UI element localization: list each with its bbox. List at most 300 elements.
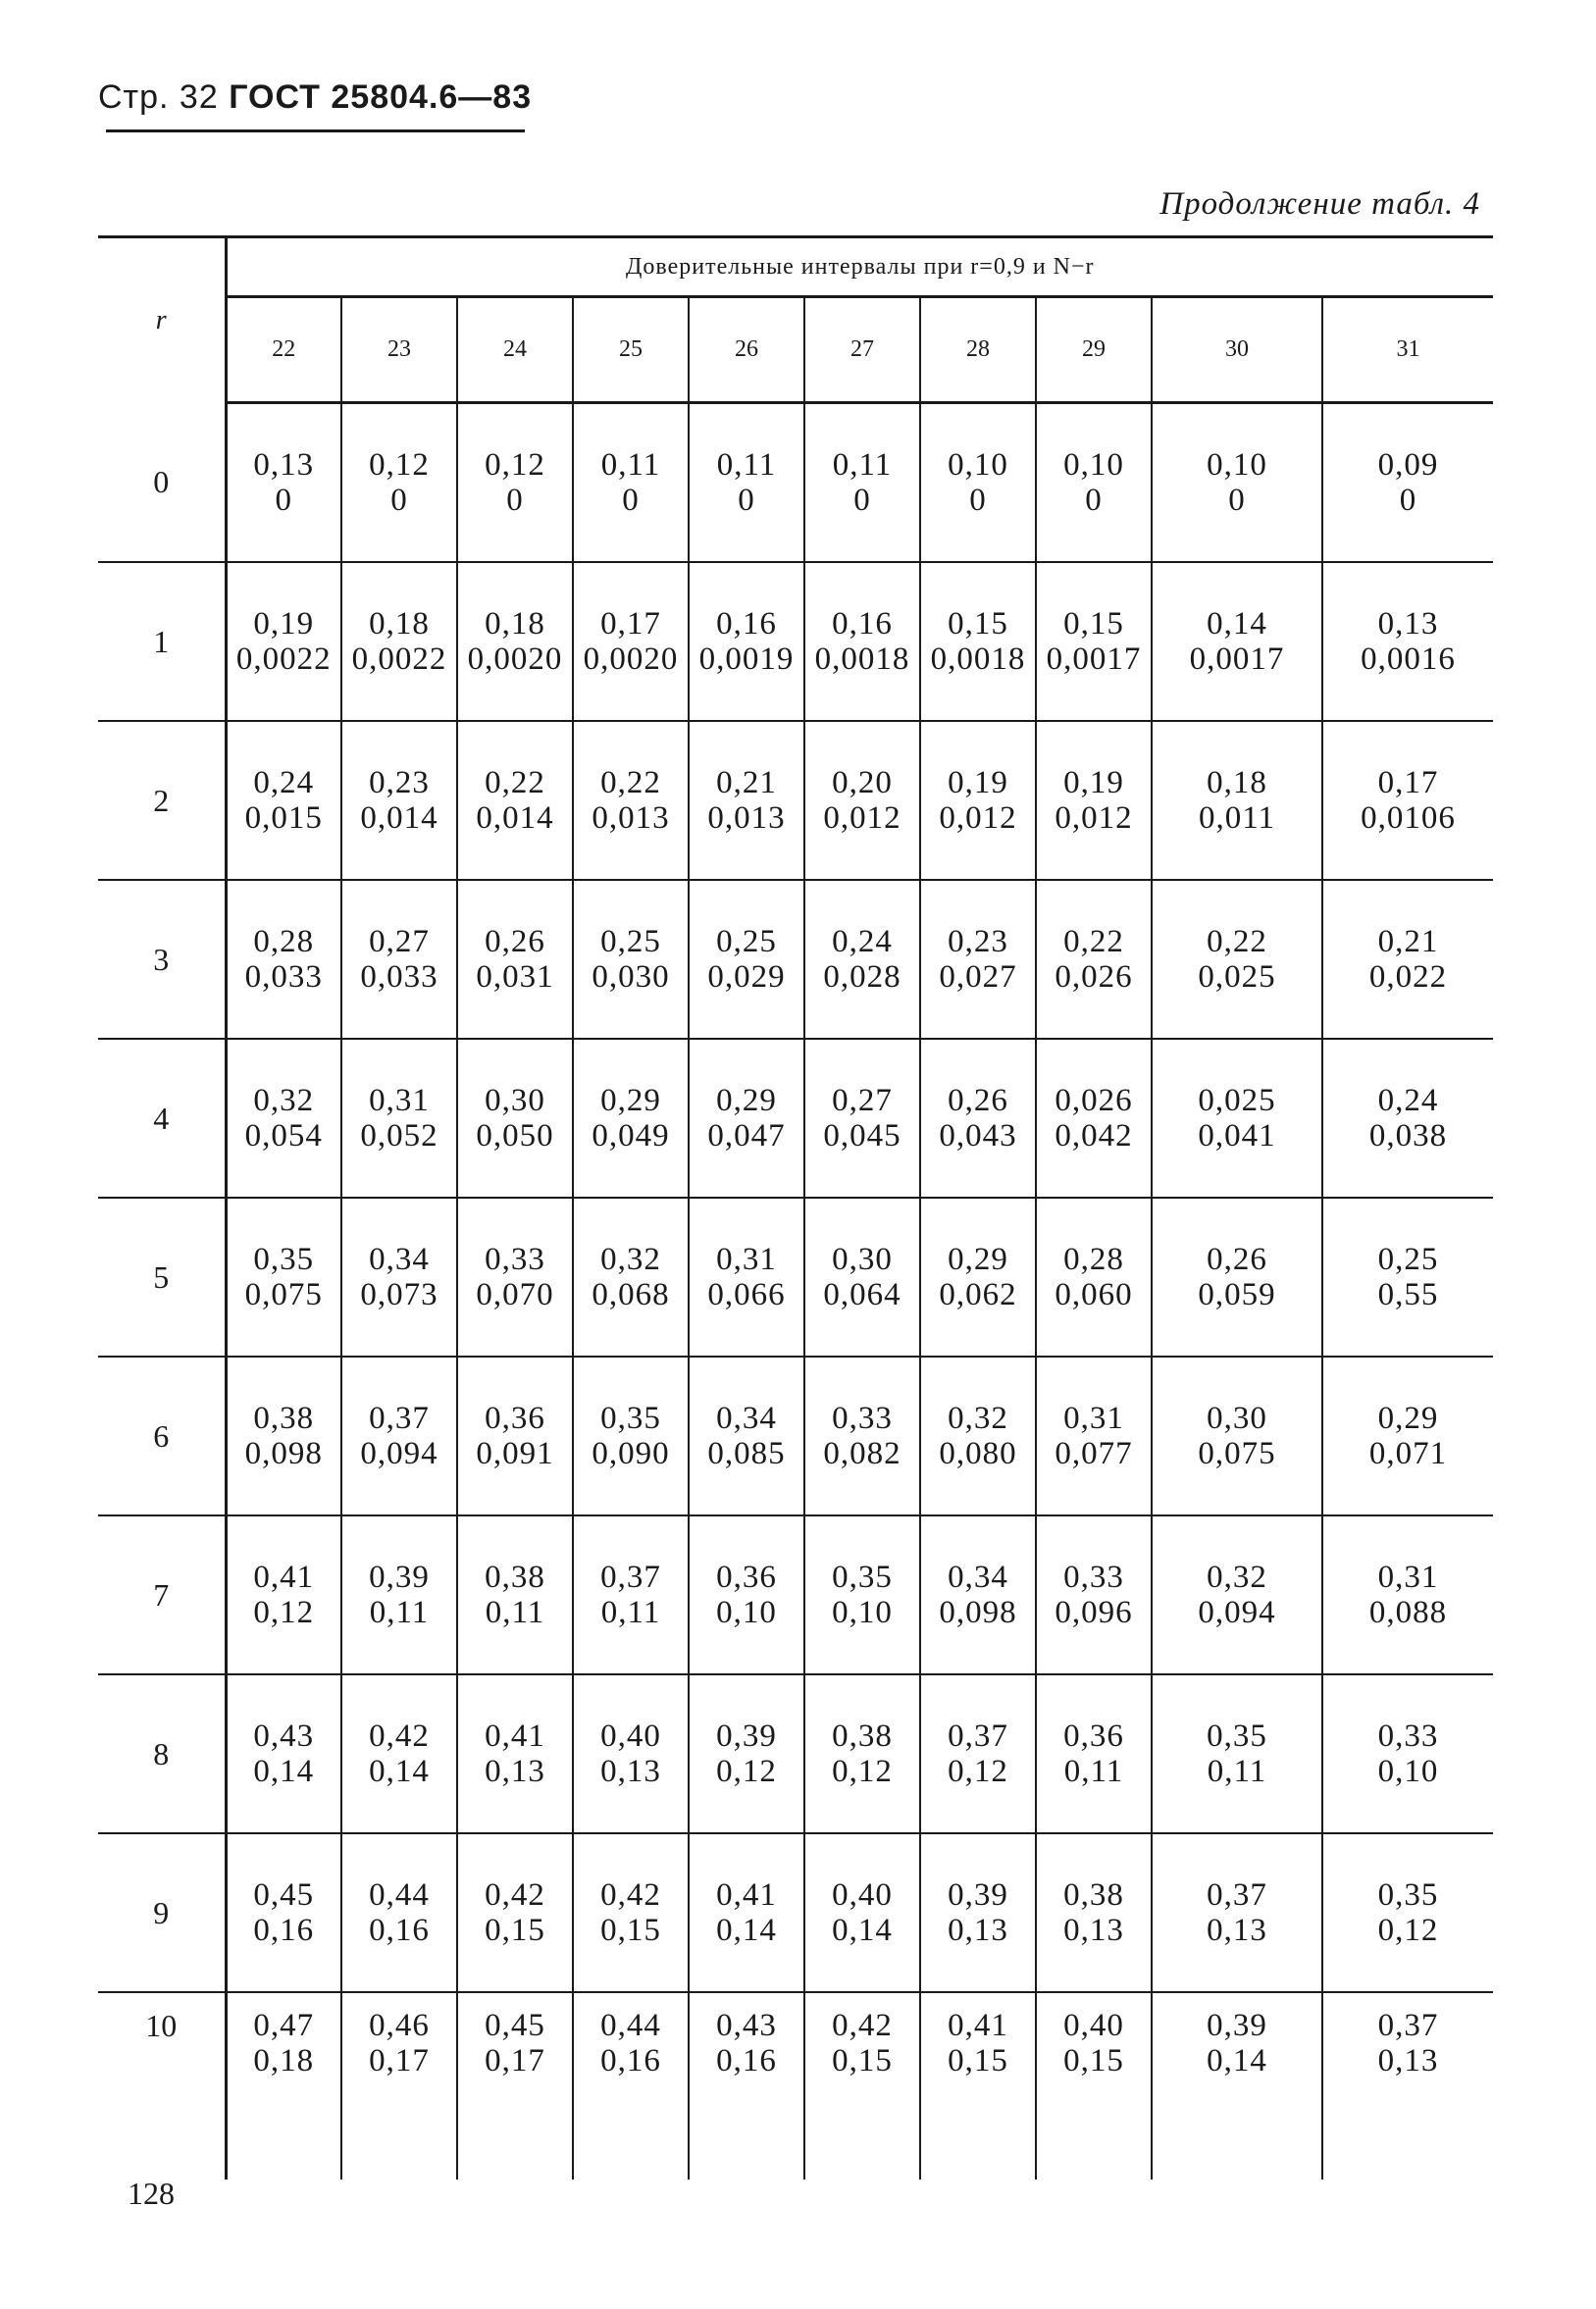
interval-upper: 0,35 [832, 1560, 893, 1595]
row-label-r: 10 [98, 1992, 226, 2180]
table-cell [1322, 1039, 1493, 1198]
interval-upper: 0,29 [948, 1242, 1008, 1277]
table-cell [226, 1515, 341, 1674]
table-cell [920, 1515, 1036, 1674]
interval-upper: 0,34 [369, 1242, 430, 1277]
row-label-r: 8 [98, 1674, 226, 1833]
table-cell [689, 1515, 804, 1674]
table-cell [920, 403, 1036, 563]
interval-upper: 0,31 [1063, 1401, 1124, 1436]
interval-lower: 0,066 [707, 1277, 786, 1312]
table-row [98, 1039, 1493, 1198]
interval-upper: 0,42 [600, 1877, 661, 1913]
table-cell [341, 1674, 457, 1833]
interval-lower: 0,14 [1207, 2043, 1267, 2078]
row-label-r: 9 [98, 1833, 226, 1992]
interval-upper: 0,36 [1063, 1719, 1124, 1754]
interval-upper: 0,22 [600, 765, 661, 800]
table-cell [1152, 1357, 1322, 1515]
interval-upper: 0,32 [600, 1242, 661, 1277]
interval-lower: 0,075 [244, 1277, 323, 1312]
interval-lower: 0,15 [1063, 2043, 1124, 2078]
interval-upper: 0,21 [716, 765, 777, 800]
table-cell [1036, 1198, 1152, 1357]
table-cell [1322, 1515, 1493, 1674]
interval-lower: 0,085 [707, 1436, 786, 1471]
table-cell [920, 562, 1036, 721]
interval-lower: 0,15 [832, 2043, 893, 2078]
interval-upper: 0,44 [600, 2008, 661, 2043]
interval-upper: 0,41 [253, 1560, 315, 1595]
interval-upper: 0,19 [948, 765, 1008, 800]
interval-lower: 0,11 [485, 1595, 545, 1630]
table-cell [689, 721, 804, 880]
table-cell [1152, 1833, 1322, 1992]
table-cell [1152, 721, 1322, 880]
interval-lower: 0,042 [1055, 1118, 1133, 1154]
table-cell [1152, 1515, 1322, 1674]
table-cell [920, 1674, 1036, 1833]
interval-lower: 0,033 [244, 959, 323, 995]
row-label-r: 1 [98, 562, 226, 721]
interval-lower: 0,0022 [351, 641, 447, 677]
interval-lower: 0,038 [1368, 1118, 1448, 1154]
interval-lower: 0,031 [476, 959, 554, 995]
interval-upper: 0,22 [485, 765, 545, 800]
table-cell [573, 1992, 689, 2180]
interval-upper: 0,19 [253, 606, 315, 641]
row-label-r: 2 [98, 721, 226, 880]
table-cell [573, 562, 689, 721]
interval-upper: 0,23 [948, 924, 1008, 959]
interval-upper: 0,40 [1063, 2008, 1124, 2043]
table-cell [457, 1039, 573, 1198]
row-label-r: 0 [98, 403, 226, 563]
table-cell [341, 1198, 457, 1357]
interval-lower: 0,026 [1055, 959, 1133, 995]
interval-lower: 0,18 [253, 2043, 315, 2078]
interval-lower: 0,11 [369, 1595, 430, 1630]
interval-lower: 0,0016 [1361, 641, 1456, 677]
interval-upper: 0,22 [1207, 924, 1267, 959]
interval-upper: 0,28 [1063, 1242, 1124, 1277]
table-row [98, 1833, 1493, 1992]
interval-lower: 0,014 [360, 800, 438, 836]
table-cell [1322, 1992, 1493, 2180]
interval-upper: 0,40 [600, 1719, 661, 1754]
table-cell [920, 1198, 1036, 1357]
interval-lower: 0,16 [253, 1913, 315, 1948]
table-cell [804, 1992, 920, 2180]
interval-lower: 0 [1399, 483, 1417, 518]
interval-lower: 0,16 [600, 2043, 661, 2078]
interval-lower: 0,17 [485, 2043, 545, 2078]
interval-lower: 0,14 [832, 1913, 893, 1948]
interval-lower: 0,10 [716, 1595, 777, 1630]
interval-upper: 0,37 [948, 1719, 1008, 1754]
interval-upper: 0,37 [369, 1401, 430, 1436]
table-cell [1036, 721, 1152, 880]
interval-upper: 0,46 [369, 2008, 430, 2043]
interval-lower: 0,013 [707, 800, 786, 836]
interval-lower: 0,043 [939, 1118, 1017, 1154]
interval-upper: 0,10 [1207, 447, 1267, 483]
table-cell [573, 721, 689, 880]
interval-lower: 0 [738, 483, 755, 518]
interval-upper: 0,15 [948, 606, 1008, 641]
table-cell [1322, 880, 1493, 1039]
table-cell [341, 880, 457, 1039]
interval-upper: 0,33 [1063, 1560, 1124, 1595]
interval-upper: 0,45 [485, 2008, 545, 2043]
table-row [98, 880, 1493, 1039]
interval-lower: 0,15 [485, 1913, 545, 1948]
table-cell [804, 1357, 920, 1515]
table-cell [1152, 403, 1322, 563]
table-cell [804, 403, 920, 563]
interval-upper: 0,15 [1063, 606, 1124, 641]
interval-upper: 0,40 [832, 1877, 893, 1913]
interval-upper: 0,43 [716, 2008, 777, 2043]
table-cell [804, 1674, 920, 1833]
table-cell [1152, 1198, 1322, 1357]
interval-upper: 0,35 [1377, 1877, 1439, 1913]
page-number: 128 [128, 2176, 175, 2211]
table-cell [457, 1515, 573, 1674]
table-cell [1036, 1039, 1152, 1198]
interval-lower: 0,028 [823, 959, 901, 995]
interval-upper: 0,35 [600, 1401, 661, 1436]
interval-lower: 0,12 [832, 1754, 893, 1789]
interval-upper: 0,026 [1055, 1083, 1133, 1118]
interval-upper: 0,18 [1207, 765, 1267, 800]
table-cell [457, 1198, 573, 1357]
table-cell [1152, 562, 1322, 721]
interval-upper: 0,38 [1063, 1877, 1124, 1913]
interval-lower: 0,045 [823, 1118, 901, 1154]
interval-lower: 0,0017 [1189, 641, 1285, 677]
table-cell [804, 880, 920, 1039]
interval-upper: 0,18 [369, 606, 430, 641]
table-row [98, 403, 1493, 563]
interval-lower: 0,094 [360, 1436, 438, 1471]
table-cell [1322, 721, 1493, 880]
interval-upper: 0,17 [600, 606, 661, 641]
interval-upper: 0,38 [253, 1401, 315, 1436]
table-cell [226, 880, 341, 1039]
interval-upper: 0,24 [1377, 1083, 1439, 1118]
table-cell [341, 562, 457, 721]
interval-lower: 0,0020 [467, 641, 563, 677]
table-cell [1036, 1992, 1152, 2180]
table-cell [920, 721, 1036, 880]
interval-lower: 0,041 [1198, 1118, 1276, 1154]
interval-upper: 0,41 [948, 2008, 1008, 2043]
table-row [98, 562, 1493, 721]
interval-lower: 0,11 [1063, 1754, 1124, 1789]
interval-lower: 0,071 [1368, 1436, 1448, 1471]
column-header-row [98, 297, 1493, 403]
table-cell [573, 1357, 689, 1515]
table-cell [573, 880, 689, 1039]
table-cell [457, 1833, 573, 1992]
interval-upper: 0,29 [1377, 1401, 1439, 1436]
table-cell [1036, 562, 1152, 721]
interval-upper: 0,10 [1063, 447, 1124, 483]
interval-lower: 0,16 [369, 1913, 430, 1948]
interval-upper: 0,29 [716, 1083, 777, 1118]
interval-lower: 0 [622, 483, 640, 518]
table-cell [1036, 1833, 1152, 1992]
table-cell [457, 1357, 573, 1515]
interval-upper: 0,39 [369, 1560, 430, 1595]
interval-lower: 0,14 [253, 1754, 315, 1789]
table-cell [689, 880, 804, 1039]
interval-lower: 0,13 [948, 1913, 1008, 1948]
group-header: Доверительные интервалы при r=0,9 и N−r [226, 237, 1493, 297]
table-cell [804, 1039, 920, 1198]
interval-upper: 0,16 [832, 606, 893, 641]
table-cell [457, 562, 573, 721]
interval-upper: 0,16 [716, 606, 777, 641]
interval-lower: 0,025 [1198, 959, 1276, 995]
column-header: 29 [1036, 297, 1152, 403]
column-header: 24 [457, 297, 573, 403]
table-cell [573, 1674, 689, 1833]
interval-lower: 0,14 [716, 1913, 777, 1948]
interval-upper: 0,31 [369, 1083, 430, 1118]
table-cell [804, 1833, 920, 1992]
row-header-r: r [98, 237, 226, 403]
interval-upper: 0,38 [485, 1560, 545, 1595]
interval-upper: 0,39 [948, 1877, 1008, 1913]
table-cell [689, 562, 804, 721]
interval-upper: 0,32 [253, 1083, 315, 1118]
column-header: 30 [1152, 297, 1322, 403]
interval-lower: 0,064 [823, 1277, 901, 1312]
interval-upper: 0,41 [485, 1719, 545, 1754]
table-cell [920, 1357, 1036, 1515]
interval-lower: 0,0018 [814, 641, 910, 677]
table-cell [689, 1674, 804, 1833]
interval-upper: 0,33 [832, 1401, 893, 1436]
interval-upper: 0,20 [832, 765, 893, 800]
interval-lower: 0,082 [823, 1436, 901, 1471]
column-header: 26 [689, 297, 804, 403]
table-body [98, 403, 1493, 2181]
interval-upper: 0,28 [253, 924, 315, 959]
interval-upper: 0,25 [600, 924, 661, 959]
table-continuation-label: Продолжение табл. 4 [1159, 186, 1480, 222]
interval-upper: 0,43 [253, 1719, 315, 1754]
interval-lower: 0,13 [1063, 1913, 1124, 1948]
table-cell [341, 1992, 457, 2180]
interval-lower: 0,027 [939, 959, 1017, 995]
interval-lower: 0,094 [1198, 1595, 1276, 1630]
interval-lower: 0,012 [1055, 800, 1133, 836]
interval-upper: 0,24 [253, 765, 315, 800]
interval-upper: 0,39 [1207, 2008, 1267, 2043]
interval-lower: 0,15 [948, 2043, 1008, 2078]
table-row [98, 1674, 1493, 1833]
interval-lower: 0,14 [369, 1754, 430, 1789]
interval-lower: 0 [969, 483, 987, 518]
interval-lower: 0,062 [939, 1277, 1017, 1312]
table-row [98, 1198, 1493, 1357]
row-label-r: 7 [98, 1515, 226, 1674]
interval-lower: 0,098 [939, 1595, 1017, 1630]
interval-lower: 0 [506, 483, 524, 518]
table [98, 235, 1493, 2180]
column-header: 22 [226, 297, 341, 403]
interval-lower: 0,022 [1368, 959, 1448, 995]
table-cell [1322, 562, 1493, 721]
table-cell [457, 1674, 573, 1833]
interval-lower: 0,014 [476, 800, 554, 836]
interval-lower: 0,047 [707, 1118, 786, 1154]
table-cell [689, 1992, 804, 2180]
table-cell [1152, 1674, 1322, 1833]
table-cell [920, 880, 1036, 1039]
table-cell [226, 1357, 341, 1515]
interval-lower: 0,015 [244, 800, 323, 836]
table-cell [804, 721, 920, 880]
interval-upper: 0,25 [1377, 1242, 1439, 1277]
interval-upper: 0,30 [485, 1083, 545, 1118]
interval-lower: 0,068 [592, 1277, 670, 1312]
table-cell [573, 1515, 689, 1674]
interval-lower: 0,17 [369, 2043, 430, 2078]
interval-lower: 0,13 [1207, 1913, 1267, 1948]
table-cell [341, 1039, 457, 1198]
interval-lower: 0,12 [716, 1754, 777, 1789]
table-cell [920, 1833, 1036, 1992]
table-cell [226, 1039, 341, 1198]
table-cell [1322, 1833, 1493, 1992]
interval-upper: 0,39 [716, 1719, 777, 1754]
row-label-r: 3 [98, 880, 226, 1039]
interval-upper: 0,26 [1207, 1242, 1267, 1277]
interval-upper: 0,29 [600, 1083, 661, 1118]
interval-upper: 0,35 [1207, 1719, 1267, 1754]
interval-lower: 0,0018 [930, 641, 1026, 677]
interval-lower: 0,11 [1207, 1754, 1267, 1789]
interval-upper: 0,45 [253, 1877, 315, 1913]
interval-lower: 0,077 [1055, 1436, 1133, 1471]
interval-lower: 0,0019 [698, 641, 795, 677]
interval-upper: 0,42 [832, 2008, 893, 2043]
interval-lower: 0 [853, 483, 871, 518]
interval-upper: 0,19 [1063, 765, 1124, 800]
interval-upper: 0,37 [1377, 2008, 1439, 2043]
interval-lower: 0,13 [600, 1754, 661, 1789]
table-cell [1322, 403, 1493, 563]
interval-upper: 0,26 [948, 1083, 1008, 1118]
interval-upper: 0,36 [716, 1560, 777, 1595]
table-cell [1036, 403, 1152, 563]
table-cell [226, 403, 341, 563]
column-header: 28 [920, 297, 1036, 403]
interval-upper: 0,11 [832, 447, 893, 483]
table-cell [457, 1992, 573, 2180]
interval-lower: 0,088 [1368, 1595, 1448, 1630]
table-cell [1322, 1674, 1493, 1833]
table-cell [341, 403, 457, 563]
page-header [98, 78, 532, 117]
interval-upper: 0,13 [1377, 606, 1439, 641]
row-label-r: 5 [98, 1198, 226, 1357]
table-cell [920, 1992, 1036, 2180]
table-cell [226, 1833, 341, 1992]
interval-upper: 0,37 [1207, 1877, 1267, 1913]
interval-upper: 0,17 [1377, 765, 1439, 800]
interval-upper: 0,41 [716, 1877, 777, 1913]
interval-upper: 0,42 [369, 1719, 430, 1754]
interval-upper: 0,27 [369, 924, 430, 959]
interval-lower: 0,090 [592, 1436, 670, 1471]
table-cell [1152, 1039, 1322, 1198]
table-cell [226, 721, 341, 880]
interval-upper: 0,26 [485, 924, 545, 959]
interval-upper: 0,33 [1377, 1719, 1439, 1754]
interval-lower: 0,096 [1055, 1595, 1133, 1630]
table-row [98, 1992, 1493, 2180]
interval-lower: 0 [1085, 483, 1103, 518]
table-cell [226, 1198, 341, 1357]
table-cell [804, 1198, 920, 1357]
table-cell [689, 1833, 804, 1992]
interval-upper: 0,13 [253, 447, 315, 483]
interval-upper: 0,44 [369, 1877, 430, 1913]
table-cell [341, 1833, 457, 1992]
interval-lower: 0,55 [1377, 1277, 1439, 1312]
interval-lower: 0 [390, 483, 408, 518]
table-cell [1322, 1357, 1493, 1515]
interval-upper: 0,18 [485, 606, 545, 641]
standard-number: ГОСТ 25804.6—83 [229, 78, 533, 116]
interval-lower: 0 [275, 483, 292, 518]
table-row [98, 1357, 1493, 1515]
table-cell [573, 403, 689, 563]
interval-upper: 0,42 [485, 1877, 545, 1913]
interval-lower: 0,059 [1198, 1277, 1276, 1312]
table-cell [226, 1674, 341, 1833]
interval-lower: 0,12 [1377, 1913, 1439, 1948]
interval-lower: 0,054 [244, 1118, 323, 1154]
interval-lower: 0,075 [1198, 1436, 1276, 1471]
table-cell [226, 562, 341, 721]
column-header: 23 [341, 297, 457, 403]
table-cell [1152, 1992, 1322, 2180]
interval-lower: 0,13 [485, 1754, 545, 1789]
interval-upper: 0,32 [948, 1401, 1008, 1436]
table-cell [920, 1039, 1036, 1198]
interval-lower: 0,049 [592, 1118, 670, 1154]
table-cell [457, 403, 573, 563]
interval-upper: 0,23 [369, 765, 430, 800]
interval-lower: 0,060 [1055, 1277, 1133, 1312]
table-cell [1036, 880, 1152, 1039]
interval-lower: 0,0017 [1046, 641, 1142, 677]
interval-lower: 0,16 [716, 2043, 777, 2078]
interval-lower: 0,091 [476, 1436, 554, 1471]
interval-lower: 0,0020 [583, 641, 679, 677]
interval-upper: 0,38 [832, 1719, 893, 1754]
table-cell [341, 1515, 457, 1674]
interval-upper: 0,25 [716, 924, 777, 959]
interval-upper: 0,24 [832, 924, 893, 959]
table-cell [1036, 1515, 1152, 1674]
